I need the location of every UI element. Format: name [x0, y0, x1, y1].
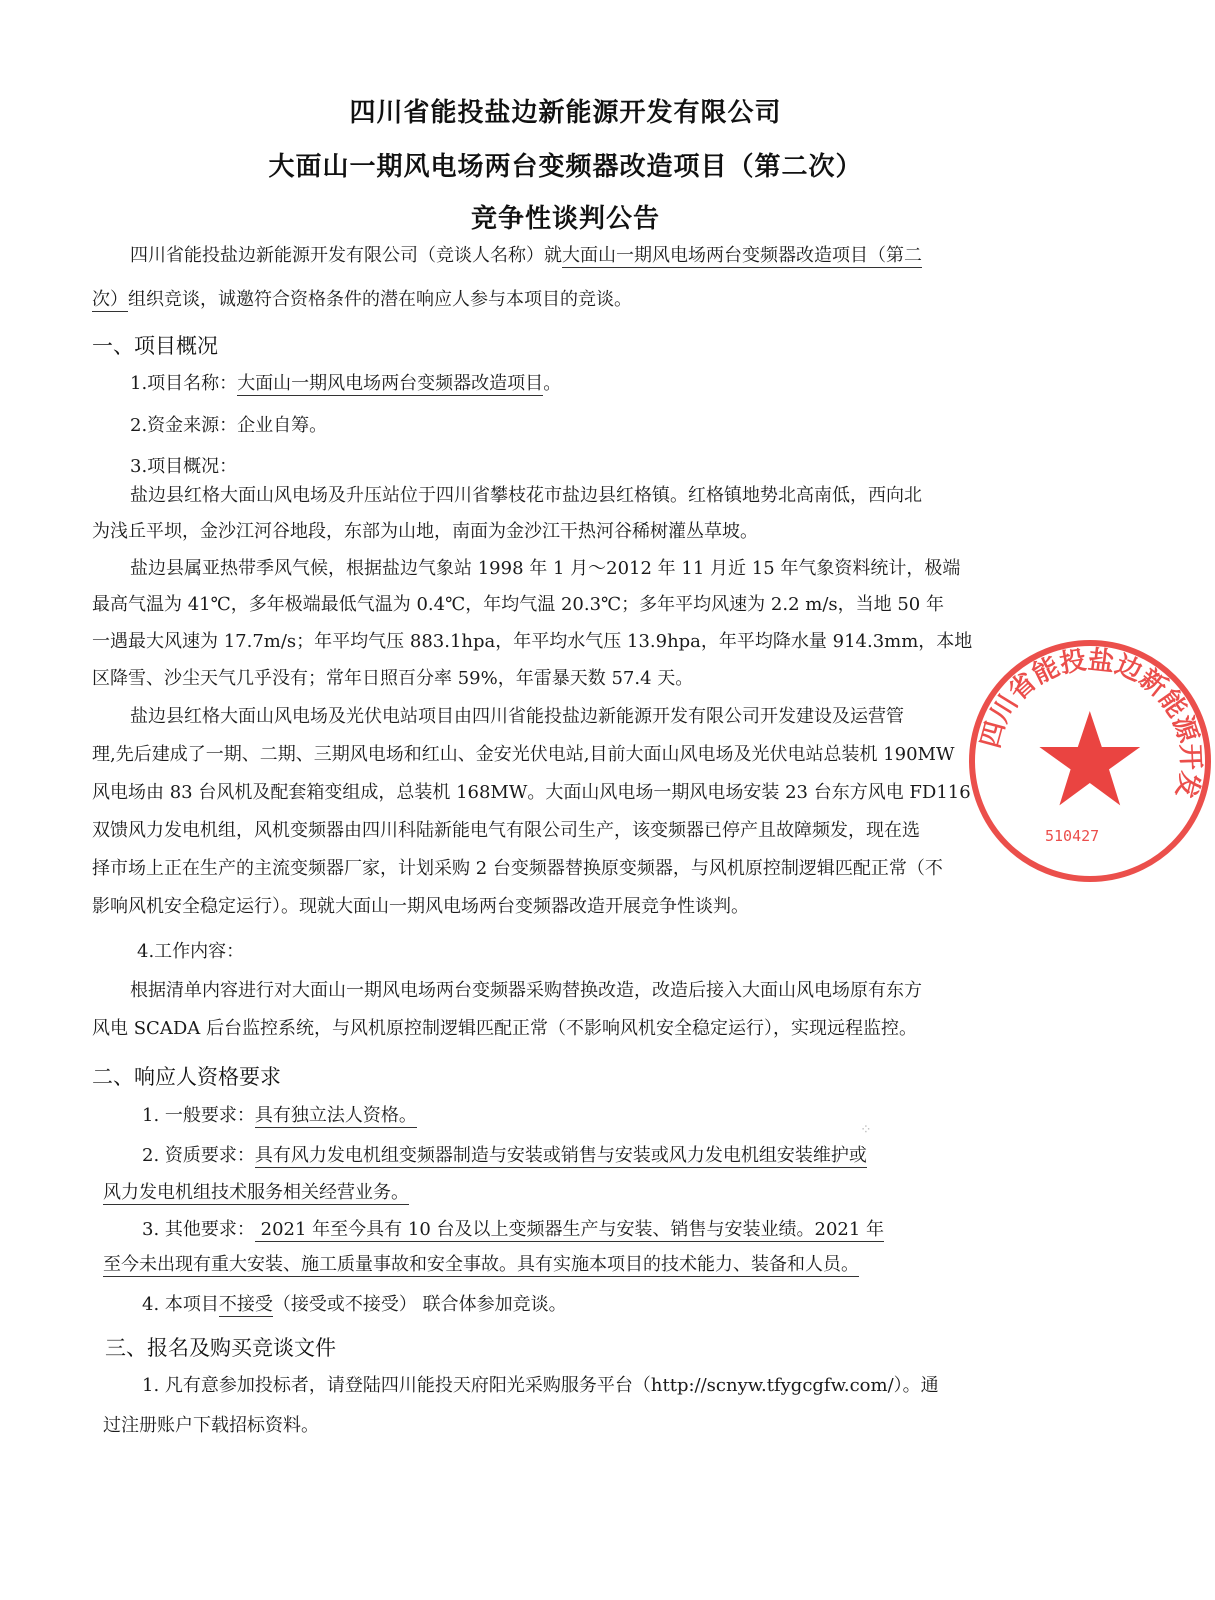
overview-p3-line2: 理,先后建成了一期、二期、三期风电场和红山、金安光伏电站,目前大面山风电场及光伏电站总装机 190MW — [92, 744, 955, 765]
overview-label: 3.项目概况： — [130, 456, 238, 477]
scan-speck: ⁘ — [860, 1122, 872, 1138]
section-heading-registration: 三、报名及购买竞谈文件 — [105, 1336, 336, 1360]
overview-p3-line1: 盐边县红格大面山风电场及光伏电站项目由四川省能投盐边新能源开发有限公司开发建设及运营管 — [130, 706, 904, 727]
svg-text:四川省能投盐边新能源开发: 四川省能投盐边新能源开发 — [975, 645, 1206, 801]
overview-p2-line4: 区降雪、沙尘天气几乎没有；常年日照百分率 59%，年雷暴天数 57.4 天。 — [92, 668, 694, 689]
section-heading-overview: 一、项目概况 — [92, 334, 218, 358]
doc-title-project: 大面山一期风电场两台变频器改造项目（第二次） — [268, 152, 863, 182]
consortium-row: 4. 本项目不接受（接受或不接受） 联合体参加竞谈。 — [142, 1294, 567, 1315]
overview-p1-line2: 为浅丘平坝，金沙江河谷地段，东部为山地，南面为金沙江干热河谷稀树灌丛草坡。 — [92, 521, 758, 542]
work-content-line2: 风电 SCADA 后台监控系统，与风机原控制逻辑匹配正常（不影响风机安全稳定运行），实现远程监控。 — [92, 1018, 917, 1039]
other-requirement-row-2: 至今未出现有重大安装、施工质量事故和安全事故。具有实施本项目的技术能力、装备和人员。 — [103, 1254, 859, 1275]
qualification-requirement-row: 2. 资质要求：具有风力发电机组变频器制造与安装或销售与安装或风力发电机组安装维护或 — [142, 1145, 867, 1166]
intro-line-1: 四川省能投盐边新能源开发有限公司（竞谈人名称）就大面山一期风电场两台变频器改造项目（第二 — [130, 245, 922, 266]
overview-p2-line3: 一遇最大风速为 17.7m/s；年平均气压 883.1hpa，年平均水气压 13.9hpa，年平均降水量 914.3mm，本地 — [92, 631, 973, 652]
work-content-label: 4.工作内容： — [137, 941, 245, 962]
intro-line-2: 次）组织竞谈，诚邀符合资格条件的潜在响应人参与本项目的竞谈。 — [92, 289, 632, 310]
overview-p3-line4: 双馈风力发电机组，风机变频器由四川科陆新能电气有限公司生产，该变频器已停产且故障频发，现在选 — [92, 820, 920, 841]
registration-line1: 1. 凡有意参加投标者，请登陆四川能投天府阳光采购服务平台（http://scnyw.tfygcgfw.com/）。通 — [142, 1375, 939, 1396]
overview-p2-line2: 最高气温为 41℃，多年极端最低气温为 0.4℃，年均气温 20.3℃；多年平均风速为 2.2 m/s，当地 50 年 — [92, 594, 944, 615]
general-requirement-row: 1. 一般要求：具有独立法人资格。 — [142, 1105, 417, 1126]
overview-p1-line1: 盐边县红格大面山风电场及升压站位于四川省攀枝花市盐边县红格镇。红格镇地势北高南低，西向北 — [130, 485, 922, 506]
overview-p2-line1: 盐边县属亚热带季风气候，根据盐边气象站 1998 年 1 月～2012 年 11 月近 15 年气象资料统计，极端 — [130, 558, 961, 579]
official-seal-stamp — [965, 636, 1215, 886]
doc-title-type: 竞争性谈判公告 — [470, 204, 660, 234]
overview-p3-line3: 风电场由 83 台风机及配套箱变组成，总装机 168MW。大面山风电场一期风电场安装 23 台东方风电 FD116 — [92, 782, 971, 803]
overview-p3-line6: 影响风机安全稳定运行）。现就大面山一期风电场两台变频器改造开展竞争性谈判。 — [92, 896, 749, 917]
work-content-line1: 根据清单内容进行对大面山一期风电场两台变频器采购替换改造，改造后接入大面山风电场原有东方 — [130, 980, 922, 1001]
other-requirement-row: 3. 其他要求： 2021 年至今具有 10 台及以上变频器生产与安装、销售与安装业绩。2021 年 — [142, 1219, 885, 1240]
svg-text:510427: 510427 — [1045, 827, 1100, 845]
qualification-requirement-row-2: 风力发电机组技术服务相关经营业务。 — [103, 1182, 409, 1203]
section-heading-qualifications: 二、响应人资格要求 — [92, 1065, 281, 1089]
project-name-row: 1.项目名称：大面山一期风电场两台变频器改造项目。 — [130, 373, 562, 394]
doc-title-company: 四川省能投盐边新能源开发有限公司 — [349, 98, 782, 128]
funding-source-row: 2.资金来源：企业自筹。 — [130, 415, 328, 436]
overview-p3-line5: 择市场上正在生产的主流变频器厂家，计划采购 2 台变频器替换原变频器，与风机原控制逻辑匹配正常（不 — [92, 858, 943, 879]
registration-line2: 过注册账户下载招标资料。 — [103, 1415, 319, 1436]
